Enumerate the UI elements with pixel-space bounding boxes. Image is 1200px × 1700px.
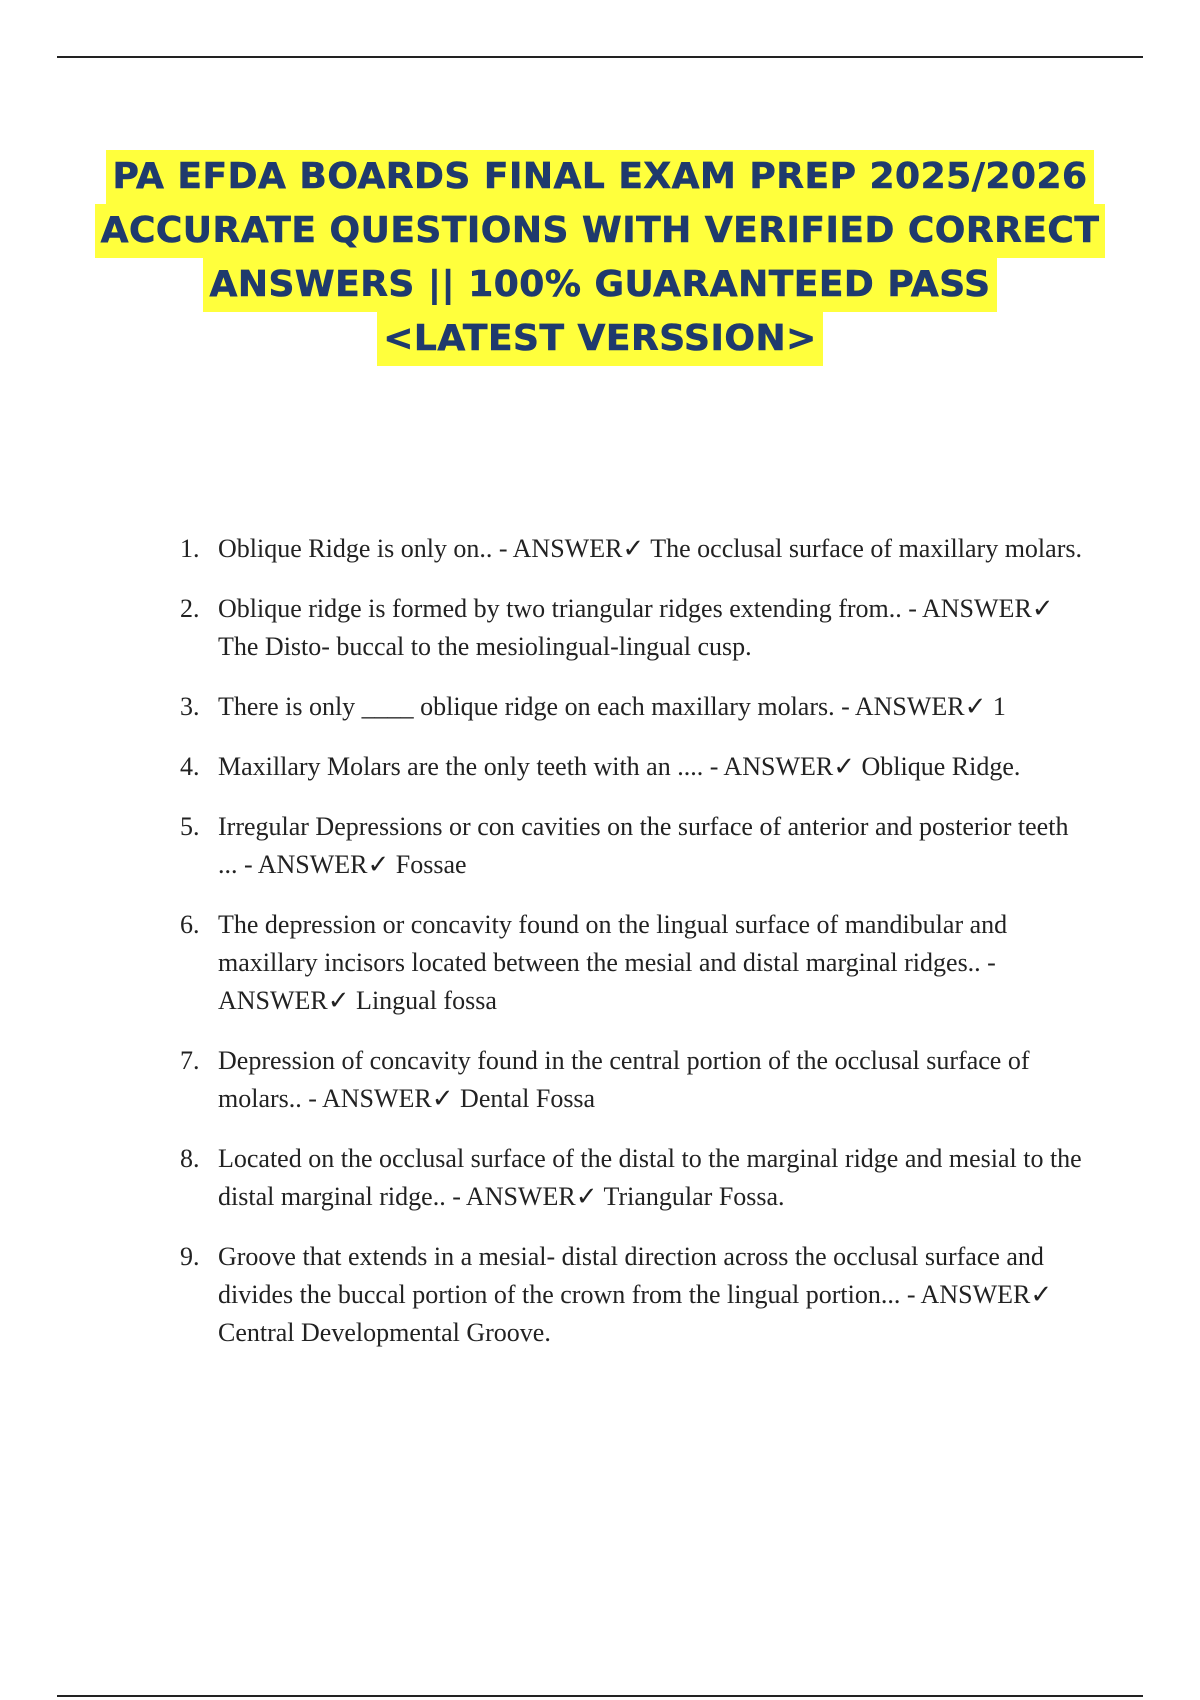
list-item <box>0 1140 1200 1216</box>
list-item <box>0 1238 1200 1352</box>
item-number: 2. <box>180 594 200 623</box>
title-line-2: ACCURATE QUESTIONS WITH VERIFIED CORRECT <box>95 204 1106 258</box>
list-item <box>0 530 1200 568</box>
list-item <box>0 590 1200 666</box>
item-number: 8. <box>180 1144 200 1173</box>
item-text: Located on the occlusal surface of the distal to the marginal ridge and mesial to the distal marginal ridge.. - ANSWER✓ Triangular Fossa. <box>218 1144 1082 1211</box>
document-title <box>60 150 1140 366</box>
item-number: 7. <box>180 1046 200 1075</box>
list-item <box>0 808 1200 884</box>
qa-list <box>0 530 1200 1374</box>
list-item <box>0 688 1200 726</box>
item-text: There is only ____ oblique ridge on each maxillary molars. - ANSWER✓ 1 <box>218 692 1006 721</box>
item-text: Maxillary Molars are the only teeth with an .... - ANSWER✓ Oblique Ridge. <box>218 752 1021 781</box>
item-number: 3. <box>180 692 200 721</box>
item-number: 5. <box>180 812 200 841</box>
item-number: 4. <box>180 752 200 781</box>
item-text: Oblique Ridge is only on.. - ANSWER✓ The occlusal surface of maxillary molars. <box>218 534 1082 563</box>
item-text: Groove that extends in a mesial- distal direction across the occlusal surface and divides the buccal portion of the crown from the lingual portion... - ANSWER✓ Central Developmental Groove. <box>218 1242 1053 1347</box>
list-item <box>0 1042 1200 1118</box>
item-text: Depression of concavity found in the central portion of the occlusal surface of molars.. - ANSWER✓ Dental Fossa <box>218 1046 1030 1113</box>
title-line-4: <LATEST VERSSION> <box>377 312 823 366</box>
top-rule <box>57 56 1143 58</box>
list-item <box>0 906 1200 1020</box>
item-number: 9. <box>180 1242 200 1271</box>
title-line-3: ANSWERS || 100% GUARANTEED PASS <box>203 258 996 312</box>
item-text: Irregular Depressions or con cavities on the surface of anterior and posterior teeth ... - ANSWER✓ Fossae <box>218 812 1069 879</box>
bottom-rule <box>57 1695 1143 1697</box>
item-number: 6. <box>180 910 200 939</box>
list-item <box>0 748 1200 786</box>
item-number: 1. <box>180 534 200 563</box>
item-text: The depression or concavity found on the lingual surface of mandibular and maxillary incisors located between the mesial and distal marginal ridges.. - ANSWER✓ Lingual fossa <box>218 910 1008 1015</box>
title-line-1: PA EFDA BOARDS FINAL EXAM PREP 2025/2026 <box>106 150 1093 204</box>
item-text: Oblique ridge is formed by two triangular ridges extending from.. - ANSWER✓ The Disto- buccal to the mesiolingual-lingual cusp. <box>218 594 1054 661</box>
